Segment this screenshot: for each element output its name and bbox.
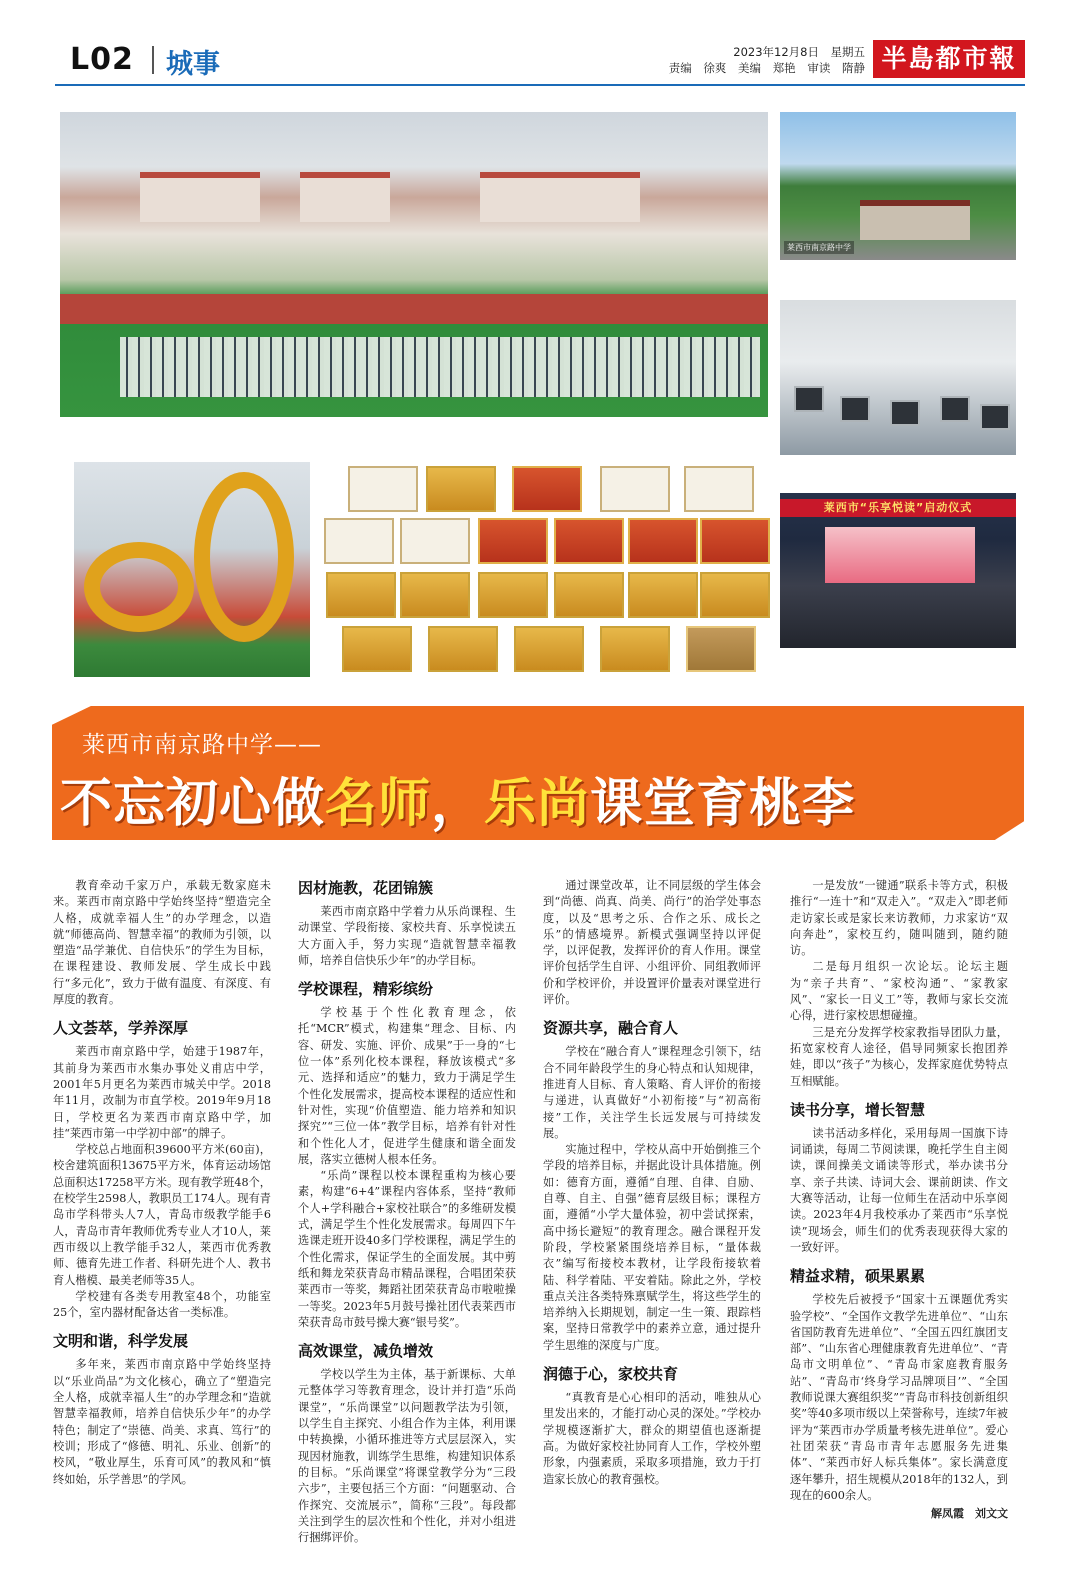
section-heading: 因材施教，花团锦簇: [298, 879, 434, 897]
paragraph: 通过课堂改革，让不同层级的学生体会到“尚德、尚真、尚美、尚行”的治学处事态度，以及“思考之乐、合作之乐、成长之乐”的情感境界。新模式强调坚持以评促学，以评促教，发挥评价的育人作用。课堂评价包括学生自评、小组评价、同组教师评价和学校评价，并设置评价量表对课堂进行评价。: [543, 879, 761, 1007]
paragraph: 学校以学生为主体，基于新课标、大单元整体学习等教育理念，设计并打造“乐尚课堂”，“乐尚课堂”以问题教学法为引领，以学生自主探究、小组合作为主体，利用课中转换操，小循环推进等方式层层深入，实现因材施教，训练学生思维，构建知识体系的目标。“乐尚课堂”将课堂教学分为“三段六步”，主要包括三个方面：“问题驱动、合作探究、交流展示”，简称“三段”。每段都关注到学生的层次性和个性化，并对小组进行捆绑评价。: [298, 1368, 516, 1545]
section-heading: 读书分享，增长智慧: [790, 1100, 926, 1119]
paragraph: 三是充分发挥学校家教指导团队力量，拓宽家校育人途径，倡导同频家长抱团养娃，即以“孩子”为核心，发挥家庭优势特点互相赋能。: [790, 1025, 1008, 1088]
awards-plaques-photo: [322, 462, 770, 677]
headline-banner: [52, 706, 1024, 840]
section-heading: 资源共享，融合育人: [543, 1019, 679, 1038]
issue-weekday: 星期五: [830, 45, 865, 59]
paragraph: 学校基于个性化教育理念，依托“MCR”模式，构建集“理念、目标、内容、研发、实施、评价、成果”于一身的“七位一体”系列化校本课程，释放该模式“多元、选择和适应”的魅力，致力于满足学生个性化发展需求，提高校本课程的适应性和针对性，实现“价值塑造、能力培养和知识探究”“三位一体”教学目标，培养有针对性和个性化人才，促进学生健康和谐全面发展，落实立德树人根本任务。: [298, 1006, 516, 1166]
reviewer-label: 审读: [807, 61, 831, 75]
page-header: [55, 36, 1025, 84]
headline-kicker: 莱西市南京路中学——: [82, 732, 322, 758]
issue-date: 2023年12月8日: [733, 45, 819, 59]
article-column-4: [790, 878, 1008, 1522]
ceremony-banner: 莱西市“乐享悦读”启动仪式: [780, 499, 1016, 517]
paragraph: 莱西市南京路中学着力从乐尚课程、生动课堂、学段衔接、家校共育、乐享悦读五大方面入手，努力实现“造就智慧幸福教师，培养自信快乐少年”的办学目标。: [298, 905, 516, 967]
newspaper-masthead: 半島都市報: [873, 40, 1025, 78]
computer-lab-photo: [780, 300, 1016, 455]
article-column-2: [298, 878, 516, 1546]
section-heading: 润德于心，家校共育: [543, 1365, 679, 1384]
section-heading: 学校课程，精彩缤纷: [298, 980, 434, 999]
section-heading: 高效课堂，减负增效: [298, 1342, 434, 1361]
header-divider: [152, 46, 154, 74]
paragraph: 莱西市南京路中学，始建于1987年，其前身为莱西市水集办事处义甫店中学，2001年5月更名为莱西市城关中学。2018年11月，改制为市直学校。2019年9月18日，学校更名为莱西市南京路中学，加挂“莱西市第一中学初中部”的牌子。: [53, 1045, 271, 1140]
designer-label: 美编: [738, 61, 762, 75]
paragraph: 学校在“融合育人”课程理念引领下，结合不同年龄段学生的身心特点和认知规律，推进育人目标、育人策略、育人评价的衔接与递进，认真做好“小初衔接”与“初高衔接”工作，关注学生长远发展与可持续发展。: [543, 1045, 761, 1140]
page-number: L02: [70, 42, 134, 77]
paragraph: 二是每月组织一次论坛。论坛主题为“亲子共育”、“家校沟通”、“家教家风”、“家长一日义工”等，教师与家长交流心得，进行家校思想碰撞。: [790, 960, 1008, 1023]
paragraph: 多年来，莱西市南京路中学始终坚持以“乐业尚品”为文化核心，确立了“塑造完全人格，成就幸福人生”的办学理念和“造就智慧幸福教师，培养自信快乐少年”的办学特色；制定了“崇德、尚美、求真、笃行”的校训；形成了“修德、明礼、乐业、创新”的校风，“敬业厚生，乐育可风”的教风和“慎终如始，乐学善思”的学风。: [53, 1358, 271, 1486]
header-meta: [565, 44, 865, 76]
section-heading: 精益求精，硕果累累: [790, 1267, 926, 1286]
dragon-dance-photo: [74, 462, 310, 677]
article-intro: 教育牵动千家万户，承载无数家庭未来。莱西市南京路中学始终坚持“塑造完全人格，成就幸福人生”的办学理念，以造就“师德高尚、智慧幸福”的教师为引领，以塑造“品学兼优、自信快乐”的学生为目标，在课程建设、教师发展、学生成长中践行“多元化”，致力于做有温度、有深度、有厚度的教育。: [53, 879, 271, 1007]
paragraph: 一是发放“一键通”联系卡等方式，积极推行“一连十”和“双走入”。“双走入”即老师走访家长或是家长来访教师，力求家访“双向奔赴”，家校互约，随叫随到，随约随访。: [790, 879, 1008, 958]
sports-field-photo: [60, 112, 768, 417]
gate-caption: 莱西市南京路中学: [784, 241, 854, 254]
section-heading: 文明和谐，科学发展: [53, 1332, 189, 1351]
paragraph: 学校总占地面积39600平方米(60亩)，校舍建筑面积13675平方米，体育运动场馆总面积达17258平方米。现有教学班48个，在校学生2598人，教职员工174人。现有青岛市学科带头人7人，青岛市级教学能手6人，青岛市青年教师优秀专业人才10人，莱西市级以上教学能手32人，莱西市优秀教师、德育先进工作者、科研先进个人、教书育人楷模、最美老师等35人。: [53, 1143, 271, 1287]
school-gate-photo: [780, 112, 1016, 260]
article-column-3: [543, 878, 761, 1488]
editor-name: 徐爽: [703, 61, 727, 75]
editor-label: 责编: [668, 61, 692, 75]
designer-name: 郑艳: [772, 61, 796, 75]
paragraph: “真教育是心心相印的活动，唯独从心里发出来的，才能打动心灵的深处。”学校办学规模逐渐扩大，群众的期望值也逐渐提高。为做好家校社协同育人工作，学校外塑形象，内强素质，采取多项措施，致力于打造家长放心的教育强校。: [543, 1391, 761, 1486]
section-name: 城事: [166, 49, 220, 80]
paragraph: 学校建有各类专用教室48个，功能室25个，室内器材配备达省一类标准。: [53, 1289, 271, 1320]
author-byline: 解凤霞 刘文文: [931, 1507, 1008, 1521]
reviewer-name: 隋静: [842, 61, 865, 75]
paragraph: 读书活动多样化，采用每周一国旗下诗词诵读，每周二节阅读课，晚托学生自主阅读，课间操美文诵读等形式，举办读书分享、亲子共读、诗词大会、课前朗读、作文大赛等活动，让每一位师生在活动中乐享阅读。2023年4月我校承办了莱西市“乐享悦读”现场会，师生们的优秀表现获得大家的一致好评。: [790, 1126, 1008, 1254]
header-rule: [55, 84, 1025, 86]
paragraph: 实施过程中，学校从高中开始倒推三个学段的培养目标，并据此设计具体措施。例如：德育方面，遵循“自理、自律、自励、自尊、自主、自强”德育层级目标；课程方面，遵循“小学大量体验，初中尝试探索，高中扬长避短”的教育理念。融合课程开发阶段，学校紧紧围绕培养目标，“量体裁衣”编写衔接校本教材，让学段衔接软着陆、科学着陆、平安着陆。除此之外，学校重点关注各类特殊禀赋学生，将这些学生的培养纳入长期规划，制定一生一策、跟踪档案，坚持日常教学中的素养立意，通过提升学生思维的深度与广度。: [543, 1143, 761, 1352]
paragraph: 学校先后被授予“国家十五课题优秀实验学校”、“全国作文教学先进单位”、“山东省国防教育先进单位”、“全国五四红旗团支部”、“山东省心理健康教育先进单位”、“青岛市文明单位”、“青岛市家庭教育服务站”、“青岛市‘终身学习品牌项目’”、“全国教师说课大赛组织奖”“青岛市科技创新组织奖”等40多项市级以上荣誉称号，连续7年被评为“莱西市办学质量考核先进单位”。爱心社团荣获“青岛市青年志愿服务先进集体”、“莱西市好人标兵集体”。家长满意度逐年攀升，招生规模从2018年的132人，到现在的600余人。: [790, 1293, 1008, 1502]
article-column-1: [53, 878, 271, 1488]
section-heading: 人文荟萃，学养深厚: [53, 1019, 189, 1038]
reading-ceremony-photo: [780, 493, 1016, 648]
headline-title: 不忘初心做名师，乐尚课堂育桃李: [60, 774, 856, 834]
paragraph: “乐尚”课程以校本课程重构为核心要素，构建“6+4”课程内容体系，坚持“教师个人+学科融合+家校社联合”的多维研发模式，满足学生个性化发展需求。每周四下午选课走班开设40多门学校课程，满足学生的个性化需求，保证学生的全面发展。其中剪纸和舞龙荣获青岛市精品课程，合唱团荣获莱西市一等奖，舞蹈社团荣获青岛市啦啦操一等奖。2023年5月鼓号操社团代表莱西市荣获青岛市鼓号操大赛“银号奖”。: [298, 1169, 516, 1329]
